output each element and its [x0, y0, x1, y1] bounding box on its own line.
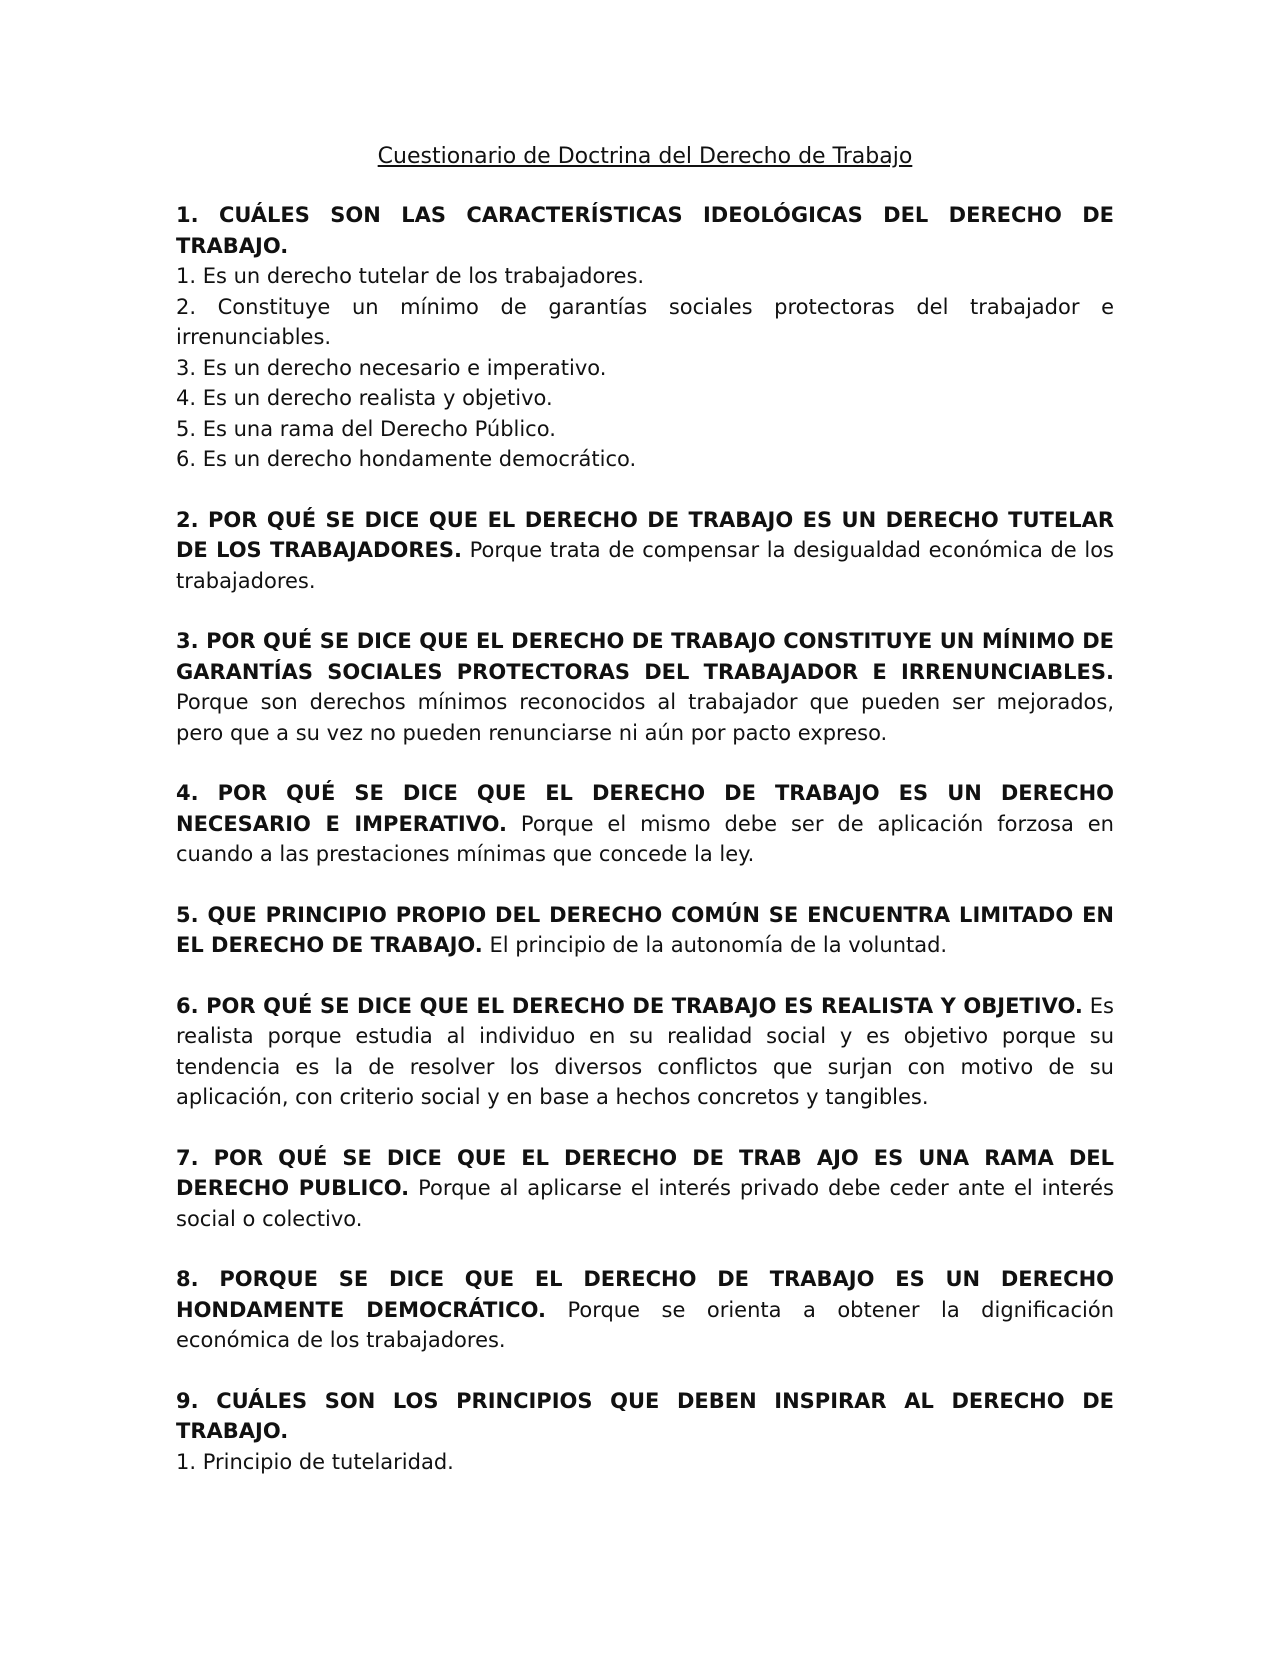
question-block-3 — [176, 626, 1114, 748]
list-item: 5. Es una rama del Derecho Público. — [176, 416, 556, 441]
question-9-heading: 9. CUÁLES SON LOS PRINCIPIOS QUE DEBEN INSPIRAR AL DERECHO DE TRABAJO. — [176, 1388, 1114, 1443]
question-block-4 — [176, 778, 1114, 870]
list-item: 3. Es un derecho necesario e imperativo. — [176, 355, 607, 380]
question-block-5 — [176, 900, 1114, 961]
question-block-7 — [176, 1143, 1114, 1235]
list-item: 6. Es un derecho hondamente democrático. — [176, 447, 637, 471]
question-4-heading: 4. POR QUÉ SE DICE QUE EL DERECHO DE TRABAJO ES UN DERECHO NECESARIO E IMPERATIVO. — [176, 781, 1114, 836]
question-5-answer: El principio de la autonomía de la voluntad. — [489, 933, 948, 957]
question-1-heading: 1. CUÁLES SON LAS CARACTERÍSTICAS IDEOLÓGICAS DEL DERECHO DE TRABAJO. — [176, 203, 1114, 258]
question-7-heading: 7. POR QUÉ SE DICE QUE EL DERECHO DE TRAB AJO ES UNA RAMA DEL DERECHO PUBLICO. — [176, 1145, 1114, 1200]
list-item: 4. Es un derecho realista y objetivo. — [176, 386, 553, 410]
list-item: 1. Es un derecho tutelar de los trabajadores. — [176, 264, 645, 288]
question-block-8 — [176, 1264, 1114, 1356]
question-block-2 — [176, 505, 1114, 597]
question-7-answer: Porque al aplicarse el interés privado debe ceder ante el interés social o colectivo. — [176, 1176, 1114, 1231]
question-8-answer: Porque se orienta a obtener la dignificación económica de los trabajadores. — [176, 1297, 1114, 1352]
question-2-answer: Porque trata de compensar la desigualdad económica de los trabajadores. — [176, 538, 1114, 593]
list-item: 2. Constituye un mínimo de garantías sociales protectoras del trabajador e irrenunciables. — [176, 294, 1114, 349]
question-6-answer: Es realista porque estudia al individuo en su realidad social y es objetivo porque su tendencia es la de resolver los diversos conflictos que surjan con motivo de su aplicación, con criterio social y en base a hechos concretos y tangibles. — [176, 993, 1114, 1109]
question-2-heading: 2. POR QUÉ SE DICE QUE EL DERECHO DE TRABAJO ES UN DERECHO TUTELAR DE LOS TRABAJADORES. — [176, 507, 1114, 562]
question-3-heading: 3. POR QUÉ SE DICE QUE EL DERECHO DE TRABAJO CONSTITUYE UN MÍNIMO DE GARANTÍAS SOCIALES PROTECTORAS DEL TRABAJADOR E IRRENUNCIABLES. — [176, 629, 1114, 684]
question-6-heading: 6. POR QUÉ SE DICE QUE EL DERECHO DE TRABAJO ES REALISTA Y OBJETIVO. — [176, 993, 1083, 1018]
question-block-9 — [176, 1386, 1114, 1478]
question-8-heading: 8. PORQUE SE DICE QUE EL DERECHO DE TRABAJO ES UN DERECHO HONDAMENTE DEMOCRÁTICO. — [176, 1267, 1114, 1322]
document-title: Cuestionario de Doctrina del Derecho de Trabajo — [377, 144, 913, 169]
question-block-6 — [176, 991, 1114, 1113]
document-page — [176, 142, 1114, 1507]
list-item: 1. Principio de tutelaridad. — [176, 1449, 454, 1474]
question-5-heading: 5. QUE PRINCIPIO PROPIO DEL DERECHO COMÚN SE ENCUENTRA LIMITADO EN EL DERECHO DE TRABAJO. — [176, 902, 1114, 957]
question-3-answer: Porque son derechos mínimos reconocidos al trabajador que pueden ser mejorados, pero que a su vez no pueden renunciarse ni aún por pacto expreso. — [176, 690, 1114, 745]
question-4-answer: Porque el mismo debe ser de aplicación forzosa en cuando a las prestaciones mínimas que concede la ley. — [176, 811, 1114, 866]
question-block-1 — [176, 200, 1114, 475]
